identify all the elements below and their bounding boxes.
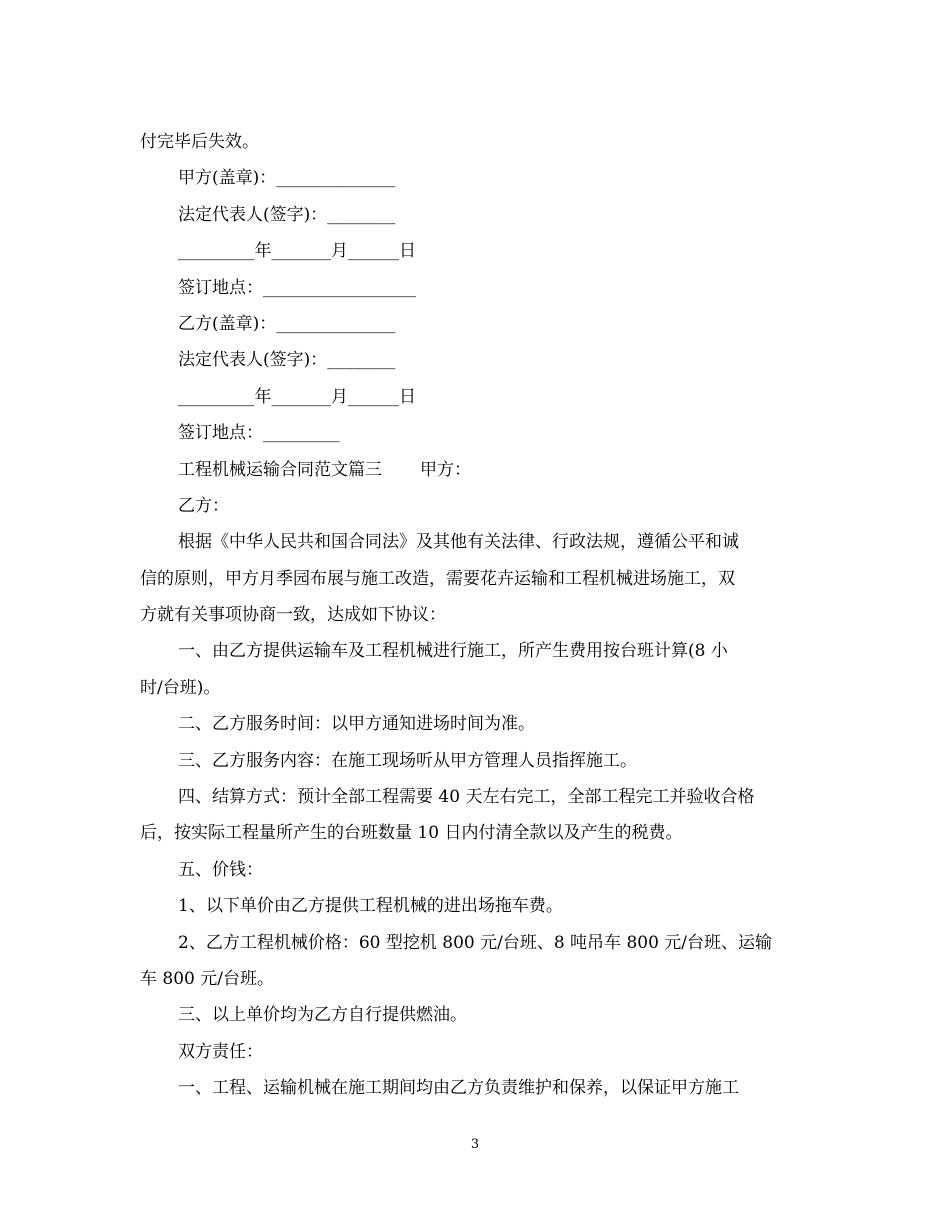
text-line: 三、以上单价均为乙方自行提供燃油。 <box>178 1005 467 1026</box>
text-line: _________年_______月______日 <box>178 386 416 407</box>
text-line: 根据《中华人民共和国合同法》及其他有关法律、行政法规，遵循公平和诚 <box>178 532 739 553</box>
text-line: 三、乙方服务内容：在施工现场听从甲方管理人员指挥施工。 <box>178 750 637 771</box>
section-heading: 工程机械运输合同范文篇三 <box>178 459 382 480</box>
page-number: 3 <box>470 1137 480 1152</box>
text-line: 付完毕后失效。 <box>140 132 259 152</box>
text-line: 一、由乙方提供运输车及工程机械进行施工，所产生费用按台班计算(8 小 <box>178 641 728 662</box>
text-line: 二、乙方服务时间：以甲方通知进场时间为准。 <box>178 714 535 735</box>
text-line: 乙方(盖章)：______________ <box>178 313 396 334</box>
text-line: 1、以下单价由乙方提供工程机械的进出场拖车费。 <box>178 896 563 917</box>
text-line: 信的原则，甲方月季园布展与施工改造，需要花卉运输和工程机械进场施工，双 <box>140 568 735 589</box>
text-line: 时/台班)。 <box>140 677 221 698</box>
text-line: 车 800 元/台班。 <box>140 968 274 989</box>
text-line: 法定代表人(签字)：________ <box>178 350 396 371</box>
text-line: 签订地点：_________ <box>178 423 340 444</box>
text-line: 后，按实际工程量所产生的台班数量 10 日内付清全款以及产生的税费。 <box>140 823 683 844</box>
text-line: 四、结算方式：预计全部工程需要 40 天左右完工，全部工程完工并验收合格 <box>178 787 755 808</box>
text-line: 双方责任： <box>178 1041 263 1062</box>
text-line: 法定代表人(签字)：________ <box>178 204 396 225</box>
party-a-label: 甲方： <box>420 459 471 480</box>
section-heading-line <box>140 452 802 488</box>
text-line: _________年_______月______日 <box>178 241 416 262</box>
document-body <box>140 124 802 1107</box>
text-line: 乙方： <box>178 495 229 516</box>
text-line: 五、价钱： <box>178 859 263 880</box>
text-line: 一、工程、运输机械在施工期间均由乙方负责维护和保养，以保证甲方施工 <box>178 1078 739 1099</box>
text-line: 方就有关事项协商一致，达成如下协议： <box>140 605 446 626</box>
text-line: 甲方(盖章)：______________ <box>178 168 396 189</box>
text-line: 2、乙方工程机械价格：60 型挖机 800 元/台班、8 吨吊车 800 元/台班、运输 <box>178 932 773 953</box>
text-line: 签订地点：__________________ <box>178 277 416 298</box>
